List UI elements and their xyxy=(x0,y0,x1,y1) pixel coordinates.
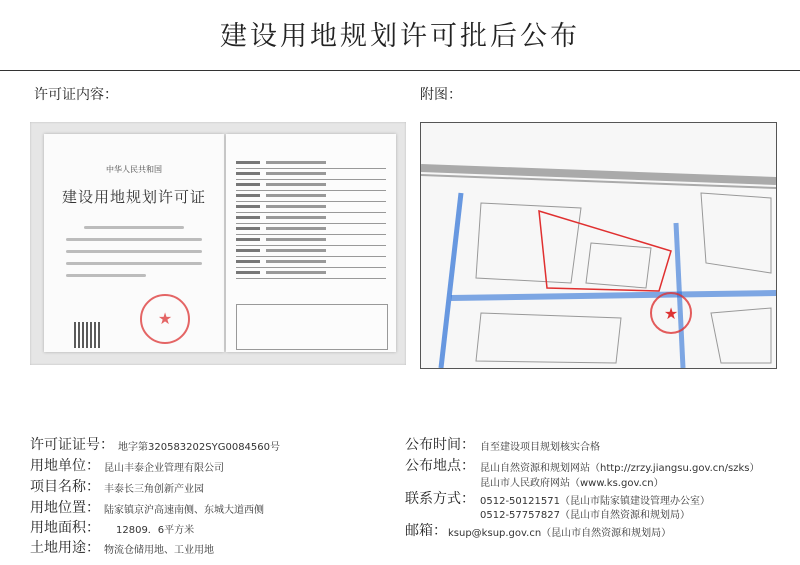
certificate-detail-table xyxy=(236,158,386,279)
title-divider xyxy=(0,70,800,71)
site-plan-map xyxy=(420,122,777,369)
publish-time-label: 公布时间： xyxy=(405,437,475,453)
zrzy-website-link[interactable]: 昆山自然资源和规划网站（http://zrzy.jiangsu.gov.cn/szks） xyxy=(480,463,760,474)
land-use-value: 物流仓储用地、工业用地 xyxy=(104,545,214,556)
publish-place-label: 公布地点： xyxy=(405,458,475,474)
certificate-photo xyxy=(30,122,406,365)
land-area-value: 12809．6平方米 xyxy=(116,525,195,536)
certificate-title: 建设用地规划许可证 xyxy=(61,188,206,206)
certificate-country: 中华人民共和国 xyxy=(106,165,162,174)
certificate-text-line xyxy=(66,274,146,277)
ks-gov-website-link[interactable]: 昆山市人民政府网站（www.ks.gov.cn） xyxy=(480,478,664,489)
certificate-cover-page xyxy=(44,134,224,352)
land-location-label: 用地位置： xyxy=(30,500,100,516)
official-seal-icon: ★ xyxy=(140,294,190,344)
permit-content-heading: 许可证内容： xyxy=(34,87,118,103)
land-user-value: 昆山丰泰企业管理有限公司 xyxy=(104,463,224,474)
publish-time-value: 自至建设项目规划核实合格 xyxy=(480,442,600,453)
attachment-heading: 附图： xyxy=(420,87,462,103)
site-plan-drawing xyxy=(421,123,776,368)
email-label: 邮箱： xyxy=(405,523,447,539)
project-name-label: 项目名称： xyxy=(30,479,100,495)
certificate-notes-box xyxy=(236,304,388,350)
certificate-text-line xyxy=(66,262,202,265)
land-area-label: 用地面积： xyxy=(30,520,100,536)
svg-text:★: ★ xyxy=(663,304,679,323)
certificate-text-line xyxy=(66,250,202,253)
page-title: 建设用地规划许可批后公布 xyxy=(220,21,580,52)
certificate-detail-page xyxy=(226,134,396,352)
certificate-text-line xyxy=(66,238,202,241)
certificate-text-line xyxy=(84,226,184,229)
permit-number-label: 许可证证号： xyxy=(30,437,114,453)
permit-number-value: 地字第320583202SYG0084560号 xyxy=(118,442,281,453)
contact-phone-2: 0512-57757827（昆山市自然资源和规划局） xyxy=(480,510,690,521)
contact-label: 联系方式： xyxy=(405,491,475,507)
email-link[interactable]: ksup@ksup.gov.cn（昆山市自然资源和规划局） xyxy=(448,528,672,539)
land-use-label: 土地用途： xyxy=(30,540,100,556)
land-location-value: 陆家镇京沪高速南侧、东城大道西侧 xyxy=(104,505,264,516)
project-name-value: 丰泰长三角创新产业园 xyxy=(104,484,204,495)
land-user-label: 用地单位： xyxy=(30,458,100,474)
contact-phone-1: 0512-50121571（昆山市陆家镇建设管理办公室） xyxy=(480,496,710,507)
qr-code-icon xyxy=(74,322,100,348)
